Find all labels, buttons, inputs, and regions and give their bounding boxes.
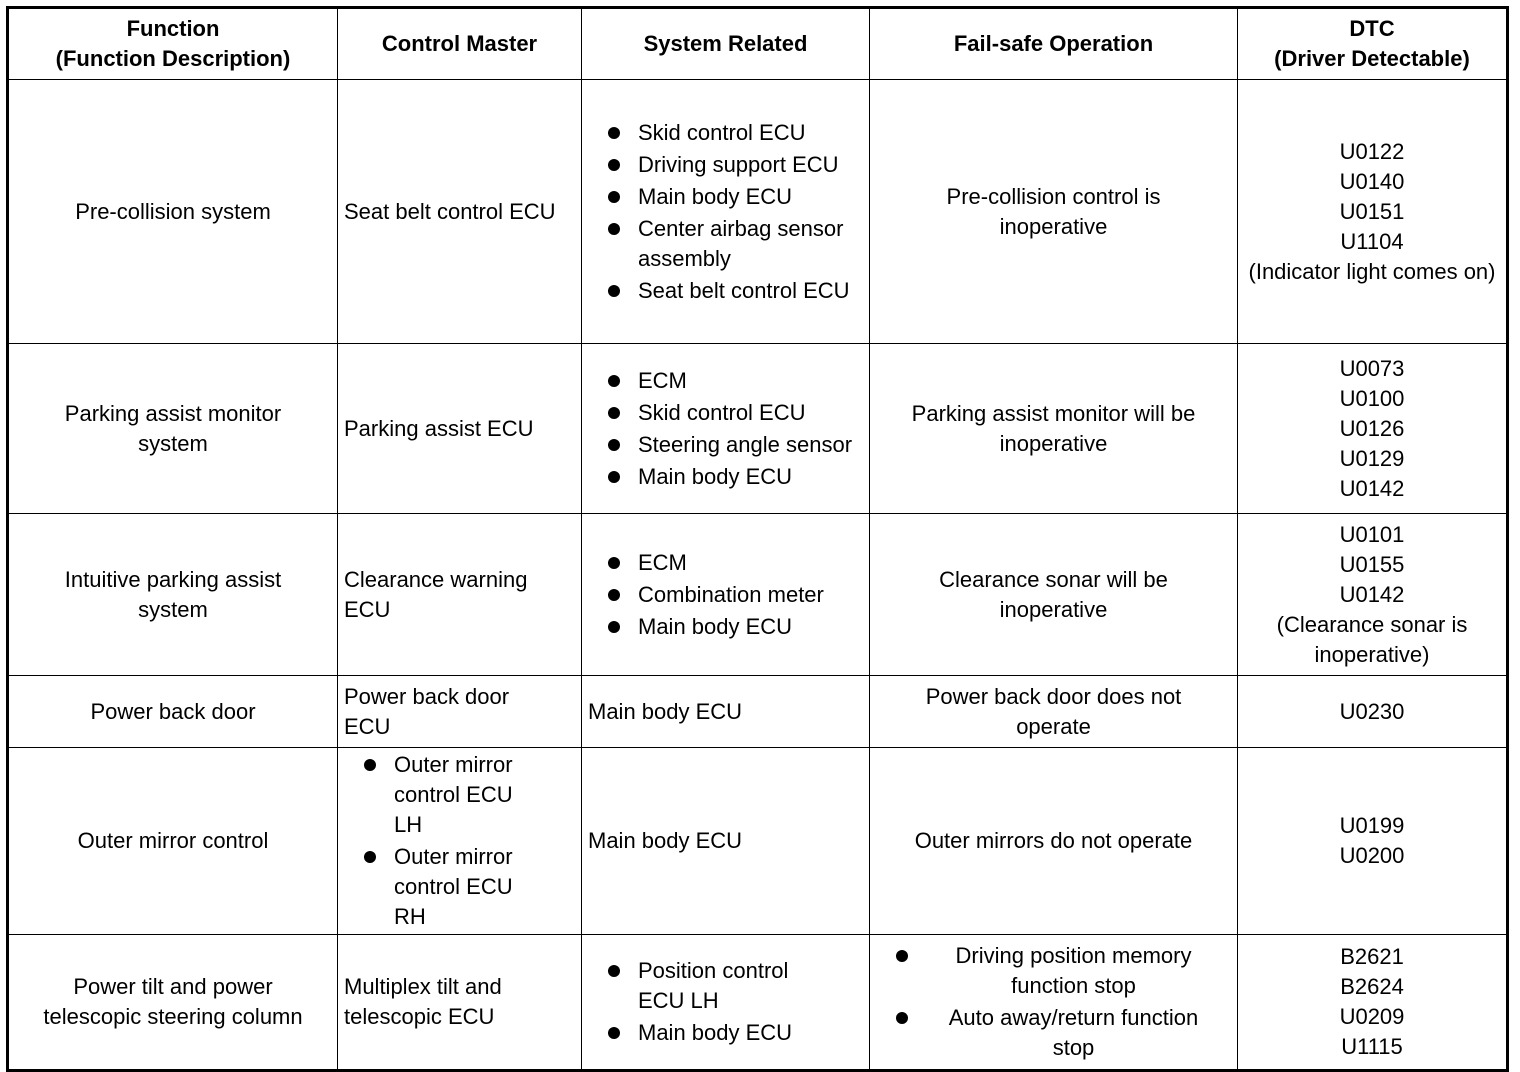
dtc-cell	[1238, 676, 1508, 748]
dtc-code: U1115	[1341, 1034, 1403, 1059]
dtc-code: U0126	[1339, 415, 1405, 441]
header-dtc: DTC (Driver Detectable)	[1238, 8, 1508, 80]
dtc-code: U0230	[1339, 698, 1405, 724]
table-row	[8, 676, 1508, 748]
list-item: Driving position memory function stop	[876, 941, 1231, 1001]
dtc-cell	[1238, 935, 1508, 1071]
dtc-code: U0151	[1339, 198, 1405, 224]
dtc-cell	[1238, 748, 1508, 935]
function-cell: Outer mirror control	[8, 748, 338, 935]
table-row	[8, 935, 1508, 1071]
list-item: Seat belt control ECU	[588, 276, 863, 306]
dtc-code: U0209	[1339, 1004, 1405, 1029]
failsafe-cell: Power back door does not operate	[870, 676, 1238, 748]
dtc-code: U0101	[1339, 521, 1405, 547]
system-related-list	[588, 118, 863, 306]
system-related-list	[588, 956, 863, 1048]
header-function: Function (Function Description)	[8, 8, 338, 80]
dtc-code: U1104	[1340, 228, 1404, 254]
dtc-code: U0140	[1339, 168, 1405, 194]
list-item: Main body ECU	[588, 182, 863, 212]
header-failsafe: Fail-safe Operation	[870, 8, 1238, 80]
control-master-cell: Parking assist ECU	[338, 344, 582, 514]
list-item: Auto away/return function stop	[876, 1003, 1231, 1063]
system-related-cell	[582, 80, 870, 344]
table-row	[8, 344, 1508, 514]
header-row	[8, 8, 1508, 80]
failsafe-cell	[870, 935, 1238, 1071]
list-item: Skid control ECU	[588, 118, 863, 148]
dtc-code: U0199	[1339, 813, 1405, 838]
list-item: Outer mirror control ECU RH	[344, 842, 575, 932]
dtc-code: U0200	[1339, 843, 1405, 868]
dtc-note: (Clearance sonar is inoperative)	[1276, 611, 1468, 667]
function-cell: Power back door	[8, 676, 338, 748]
list-item: Position control ECU LH	[588, 956, 863, 1016]
dtc-code: U0155	[1339, 551, 1405, 577]
dtc-code: U0122	[1339, 138, 1405, 164]
dtc-code: U0129	[1339, 445, 1405, 471]
dtc-code: U0100	[1339, 385, 1405, 411]
control-master-cell: Seat belt control ECU	[338, 80, 582, 344]
list-item: Main body ECU	[588, 1018, 863, 1048]
system-related-cell	[582, 514, 870, 676]
system-related-cell: Main body ECU	[582, 676, 870, 748]
list-item: Outer mirror control ECU LH	[344, 750, 575, 840]
dtc-cell	[1238, 80, 1508, 344]
failsafe-cell: Pre-collision control is inoperative	[870, 80, 1238, 344]
table-row	[8, 514, 1508, 676]
failsafe-cell: Parking assist monitor will be inoperative	[870, 344, 1238, 514]
system-related-list	[588, 366, 863, 492]
header-system-related: System Related	[582, 8, 870, 80]
control-master-cell: Power back door ECU	[338, 676, 582, 748]
control-master-cell: Multiplex tilt and telescopic ECU	[338, 935, 582, 1071]
function-cell: Pre-collision system	[8, 80, 338, 344]
dtc-code: U0073	[1339, 355, 1405, 381]
failsafe-cell: Clearance sonar will be inoperative	[870, 514, 1238, 676]
system-related-cell	[582, 344, 870, 514]
list-item: Combination meter	[588, 580, 863, 610]
system-related-cell: Main body ECU	[582, 748, 870, 935]
failsafe-cell: Outer mirrors do not operate	[870, 748, 1238, 935]
dtc-note: (Indicator light comes on)	[1248, 258, 1496, 284]
list-item: Main body ECU	[588, 612, 863, 642]
system-related-list	[588, 548, 863, 642]
control-master-cell	[338, 748, 582, 935]
list-item: Main body ECU	[588, 462, 863, 492]
dtc-function-table	[6, 6, 1509, 1072]
list-item: ECM	[588, 366, 863, 396]
list-item: Skid control ECU	[588, 398, 863, 428]
header-control-master: Control Master	[338, 8, 582, 80]
function-cell: Intuitive parking assist system	[8, 514, 338, 676]
dtc-code: B2624	[1340, 974, 1404, 999]
control-master-cell: Clearance warning ECU	[338, 514, 582, 676]
list-item: Steering angle sensor	[588, 430, 863, 460]
list-item: Center airbag sensor assembly	[588, 214, 863, 274]
function-cell: Power tilt and power telescopic steering column	[8, 935, 338, 1071]
dtc-cell	[1238, 514, 1508, 676]
dtc-cell	[1238, 344, 1508, 514]
failsafe-list	[876, 941, 1231, 1063]
table-row	[8, 748, 1508, 935]
list-item: ECM	[588, 548, 863, 578]
dtc-code: B2621	[1340, 944, 1404, 969]
dtc-code: U0142	[1339, 581, 1405, 607]
system-related-cell	[582, 935, 870, 1071]
control-master-list	[344, 750, 575, 932]
dtc-code: U0142	[1339, 475, 1405, 501]
table-row	[8, 80, 1508, 344]
function-cell: Parking assist monitor system	[8, 344, 338, 514]
list-item: Driving support ECU	[588, 150, 863, 180]
